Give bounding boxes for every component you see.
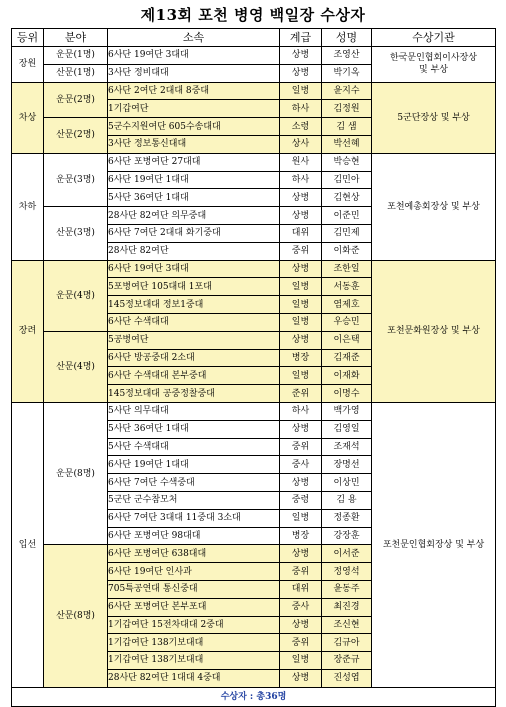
name-cell: 박승현 — [322, 153, 372, 171]
table-row — [12, 402, 496, 420]
grade-cell: 준위 — [280, 385, 322, 403]
name-cell: 윤동주 — [322, 580, 372, 598]
unit-cell: 5포병여단 105대대 1포대 — [108, 278, 280, 296]
unit-cell: 705특공연대 통신중대 — [108, 580, 280, 598]
field-cell: 운문(2명) — [44, 82, 108, 118]
grade-cell: 중령 — [280, 491, 322, 509]
unit-cell: 6사단 수색대대 본부중대 — [108, 367, 280, 385]
name-cell: 박선혜 — [322, 135, 372, 153]
name-cell: 박기옥 — [322, 64, 372, 82]
name-cell: 김정원 — [322, 100, 372, 118]
table-row — [12, 153, 496, 171]
grade-cell: 중위 — [280, 563, 322, 581]
grade-cell: 중위 — [280, 242, 322, 260]
unit-cell: 6사단 7여단 3대대 11중대 3소대 — [108, 509, 280, 527]
grade-cell: 상병 — [280, 474, 322, 492]
page-title: 제13회 포천 병영 백일장 수상자 — [140, 6, 366, 24]
name-cell: 김민아 — [322, 171, 372, 189]
name-cell: 조재석 — [322, 438, 372, 456]
table-row — [12, 260, 496, 278]
header-name: 성명 — [322, 29, 372, 47]
name-cell: 김민제 — [322, 224, 372, 242]
unit-cell: 145정보대대 공중정찰중대 — [108, 385, 280, 403]
name-cell: 이화준 — [322, 242, 372, 260]
unit-cell: 28사단 82여단 의무중대 — [108, 207, 280, 225]
header-org: 수상기관 — [372, 29, 496, 47]
name-cell: 김 샘 — [322, 118, 372, 136]
name-cell: 김 용 — [322, 491, 372, 509]
name-cell: 서동훈 — [322, 278, 372, 296]
name-cell: 정종환 — [322, 509, 372, 527]
table-row — [12, 82, 496, 100]
name-cell: 이상민 — [322, 474, 372, 492]
name-cell: 이준민 — [322, 207, 372, 225]
unit-cell: 6사단 19여단 1대대 — [108, 456, 280, 474]
award-org-cell: 포천문인협회장상 및 부상 — [372, 402, 496, 687]
name-cell: 진성엽 — [322, 669, 372, 687]
rank-cell: 차하 — [12, 153, 44, 260]
rank-cell: 차상 — [12, 82, 44, 153]
name-cell: 이재화 — [322, 367, 372, 385]
header-grade: 계급 — [280, 29, 322, 47]
awardee-table — [11, 28, 496, 707]
unit-cell: 5사단 수색대대 — [108, 438, 280, 456]
grade-cell: 상병 — [280, 189, 322, 207]
grade-cell: 병장 — [280, 527, 322, 545]
field-cell: 운문(1명) — [44, 47, 108, 65]
name-cell: 염제호 — [322, 296, 372, 314]
grade-cell: 하사 — [280, 402, 322, 420]
name-cell: 조한일 — [322, 260, 372, 278]
name-cell: 백가영 — [322, 402, 372, 420]
total-count: 수상자 : 총36명 — [12, 687, 496, 706]
unit-cell: 6사단 19여단 인사과 — [108, 563, 280, 581]
name-cell: 윤지수 — [322, 82, 372, 100]
grade-cell: 대위 — [280, 224, 322, 242]
grade-cell: 상병 — [280, 420, 322, 438]
name-cell: 조신현 — [322, 616, 372, 634]
grade-cell: 하사 — [280, 100, 322, 118]
unit-cell: 6사단 방공중대 2소대 — [108, 349, 280, 367]
grade-cell: 중위 — [280, 438, 322, 456]
grade-cell: 중사 — [280, 598, 322, 616]
unit-cell: 28사단 82여단 1대대 4중대 — [108, 669, 280, 687]
name-cell: 장명선 — [322, 456, 372, 474]
rank-cell: 입선 — [12, 402, 44, 687]
field-cell: 산문(2명) — [44, 118, 108, 154]
name-cell: 김현상 — [322, 189, 372, 207]
unit-cell: 3사단 정비대대 — [108, 64, 280, 82]
table-body — [12, 47, 496, 688]
name-cell: 강장훈 — [322, 527, 372, 545]
total-row — [12, 687, 496, 706]
header-rank: 등위 — [12, 29, 44, 47]
award-org-cell: 5군단장상 및 부상 — [372, 82, 496, 153]
grade-cell: 상병 — [280, 331, 322, 349]
grade-cell: 상사 — [280, 135, 322, 153]
name-cell: 김영일 — [322, 420, 372, 438]
unit-cell: 6사단 2여단 2대대 8중대 — [108, 82, 280, 100]
unit-cell: 28사단 82여단 — [108, 242, 280, 260]
unit-cell: 6사단 19여단 3대대 — [108, 260, 280, 278]
award-org-cell: 포천문화원장상 및 부상 — [372, 260, 496, 402]
name-cell: 이명수 — [322, 385, 372, 403]
unit-cell: 5군단 군수참모처 — [108, 491, 280, 509]
unit-cell: 5사단 의무대대 — [108, 402, 280, 420]
grade-cell: 일병 — [280, 278, 322, 296]
unit-cell: 145정보대대 정보1중대 — [108, 296, 280, 314]
field-cell: 산문(4명) — [44, 331, 108, 402]
grade-cell: 원사 — [280, 153, 322, 171]
field-cell: 산문(3명) — [44, 207, 108, 260]
grade-cell: 일병 — [280, 82, 322, 100]
grade-cell: 중위 — [280, 634, 322, 652]
unit-cell: 6사단 7여단 수색중대 — [108, 474, 280, 492]
grade-cell: 일병 — [280, 296, 322, 314]
name-cell: 이은택 — [322, 331, 372, 349]
unit-cell: 6사단 포병여단 27대대 — [108, 153, 280, 171]
unit-cell: 3사단 정보통신대대 — [108, 135, 280, 153]
grade-cell: 일병 — [280, 509, 322, 527]
name-cell: 우승민 — [322, 313, 372, 331]
name-cell: 이서준 — [322, 545, 372, 563]
grade-cell: 상병 — [280, 669, 322, 687]
unit-cell: 5군수지원여단 605수송대대 — [108, 118, 280, 136]
grade-cell: 상병 — [280, 207, 322, 225]
field-cell: 운문(8명) — [44, 402, 108, 544]
field-cell: 산문(1명) — [44, 64, 108, 82]
unit-cell: 6사단 수색대대 — [108, 313, 280, 331]
grade-cell: 일병 — [280, 313, 322, 331]
unit-cell: 6사단 포병여단 본부포대 — [108, 598, 280, 616]
field-cell: 운문(4명) — [44, 260, 108, 331]
grade-cell: 일병 — [280, 367, 322, 385]
rank-cell: 장려 — [12, 260, 44, 402]
header-unit: 소속 — [108, 29, 280, 47]
rank-cell: 장원 — [12, 47, 44, 83]
award-org-cell: 포천예총회장상 및 부상 — [372, 153, 496, 260]
name-cell: 정영석 — [322, 563, 372, 581]
grade-cell: 소령 — [280, 118, 322, 136]
unit-cell: 1기갑여단 138기보대대 — [108, 652, 280, 670]
grade-cell: 일병 — [280, 652, 322, 670]
header-field: 분야 — [44, 29, 108, 47]
unit-cell: 1기갑여단 15전차대대 2중대 — [108, 616, 280, 634]
unit-cell: 6사단 19여단 1대대 — [108, 171, 280, 189]
grade-cell: 상병 — [280, 260, 322, 278]
unit-cell: 5공병여단 — [108, 331, 280, 349]
field-cell: 운문(3명) — [44, 153, 108, 206]
unit-cell: 1기갑여단 — [108, 100, 280, 118]
unit-cell: 5사단 36여단 1대대 — [108, 420, 280, 438]
grade-cell: 상병 — [280, 545, 322, 563]
grade-cell: 상병 — [280, 47, 322, 65]
unit-cell: 1기갑여단 138기보대대 — [108, 634, 280, 652]
header-row — [12, 29, 496, 47]
field-cell: 산문(8명) — [44, 545, 108, 687]
grade-cell: 상병 — [280, 616, 322, 634]
name-cell: 김규아 — [322, 634, 372, 652]
unit-cell: 6사단 19여단 3대대 — [108, 47, 280, 65]
table-row — [12, 47, 496, 65]
name-cell: 조영산 — [322, 47, 372, 65]
grade-cell: 대위 — [280, 580, 322, 598]
grade-cell: 상병 — [280, 64, 322, 82]
unit-cell: 6사단 포병여단 98대대 — [108, 527, 280, 545]
grade-cell: 하사 — [280, 171, 322, 189]
name-cell: 최진경 — [322, 598, 372, 616]
grade-cell: 병장 — [280, 349, 322, 367]
unit-cell: 6사단 7여단 2대대 화기중대 — [108, 224, 280, 242]
unit-cell: 6사단 포병여단 638대대 — [108, 545, 280, 563]
name-cell: 김재준 — [322, 349, 372, 367]
unit-cell: 5사단 36여단 1대대 — [108, 189, 280, 207]
award-org-cell: 한국문인협회이사장상 및 부상 — [372, 47, 496, 83]
grade-cell: 중사 — [280, 456, 322, 474]
name-cell: 장준규 — [322, 652, 372, 670]
